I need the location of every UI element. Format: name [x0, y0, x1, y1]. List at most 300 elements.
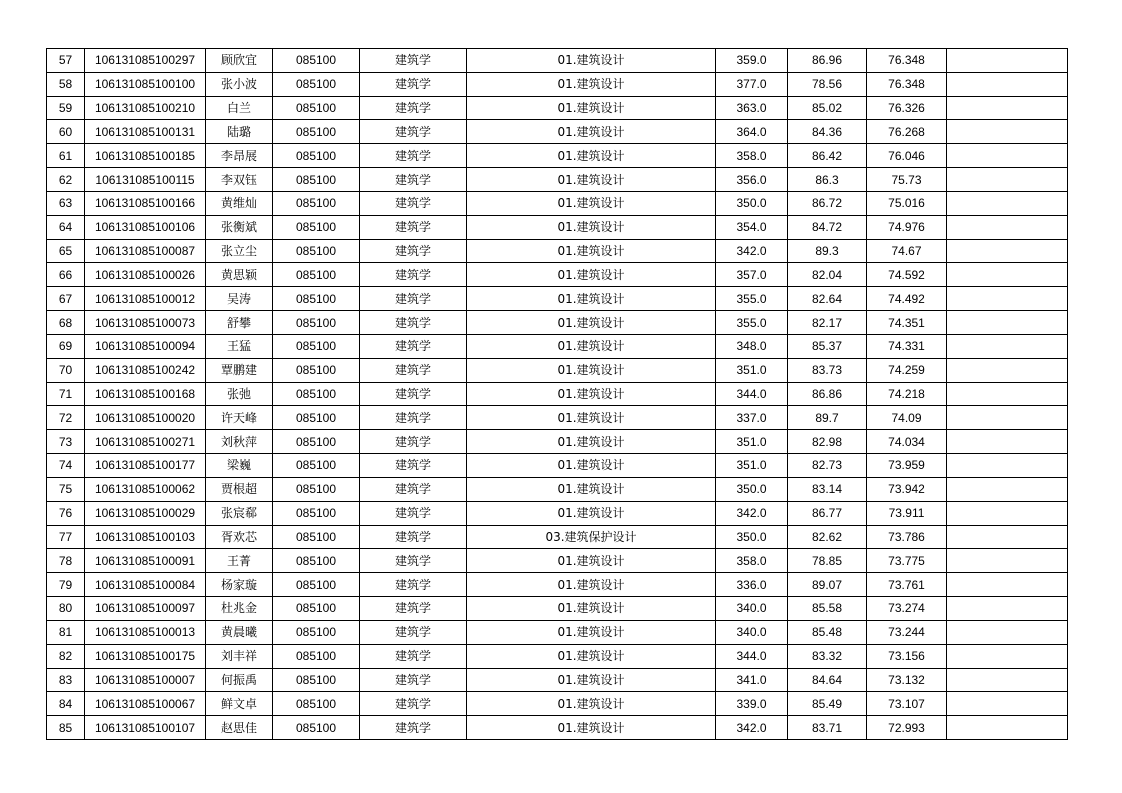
total-score-cell: 75.73 — [867, 168, 947, 192]
total-score-cell: 73.274 — [867, 597, 947, 621]
name-cell: 张立尘 — [206, 239, 273, 263]
total-score-cell: 76.326 — [867, 96, 947, 120]
name-cell: 刘丰祥 — [206, 644, 273, 668]
name-cell: 梁巍 — [206, 454, 273, 478]
initial-score-cell: 359.0 — [716, 49, 788, 73]
total-score-cell: 73.959 — [867, 454, 947, 478]
direction-cell: 01.建筑设计 — [467, 597, 716, 621]
exam-id-cell: 106131085100103 — [85, 525, 206, 549]
retest-score-cell: 85.02 — [788, 96, 867, 120]
table-row — [47, 168, 1068, 192]
major-code-cell: 085100 — [273, 501, 360, 525]
retest-score-cell: 82.04 — [788, 263, 867, 287]
direction-cell: 01.建筑设计 — [467, 620, 716, 644]
name-cell: 李昂展 — [206, 144, 273, 168]
initial-score-cell: 358.0 — [716, 549, 788, 573]
row-number-cell: 64 — [47, 215, 85, 239]
exam-id-cell: 106131085100020 — [85, 406, 206, 430]
row-number-cell: 67 — [47, 287, 85, 311]
total-score-cell: 74.67 — [867, 239, 947, 263]
row-number-cell: 62 — [47, 168, 85, 192]
row-number-cell: 57 — [47, 49, 85, 73]
name-cell: 陆璐 — [206, 120, 273, 144]
major-code-cell: 085100 — [273, 358, 360, 382]
row-number-cell: 83 — [47, 668, 85, 692]
retest-score-cell: 86.77 — [788, 501, 867, 525]
name-cell: 白兰 — [206, 96, 273, 120]
initial-score-cell: 348.0 — [716, 334, 788, 358]
table-row — [47, 525, 1068, 549]
total-score-cell: 74.09 — [867, 406, 947, 430]
row-number-cell: 70 — [47, 358, 85, 382]
major-name-cell: 建筑学 — [360, 239, 467, 263]
table-row — [47, 72, 1068, 96]
table-row — [47, 382, 1068, 406]
initial-score-cell: 357.0 — [716, 263, 788, 287]
major-code-cell: 085100 — [273, 215, 360, 239]
total-score-cell: 74.259 — [867, 358, 947, 382]
retest-score-cell: 84.36 — [788, 120, 867, 144]
remark-cell — [947, 239, 1068, 263]
initial-score-cell: 358.0 — [716, 144, 788, 168]
major-code-cell: 085100 — [273, 454, 360, 478]
row-number-cell: 79 — [47, 573, 85, 597]
exam-id-cell: 106131085100067 — [85, 692, 206, 716]
remark-cell — [947, 644, 1068, 668]
major-name-cell: 建筑学 — [360, 382, 467, 406]
exam-id-cell: 106131085100087 — [85, 239, 206, 263]
total-score-cell: 74.034 — [867, 430, 947, 454]
total-score-cell: 73.911 — [867, 501, 947, 525]
total-score-cell: 76.348 — [867, 49, 947, 73]
name-cell: 张衡斌 — [206, 215, 273, 239]
remark-cell — [947, 454, 1068, 478]
direction-cell: 01.建筑设计 — [467, 501, 716, 525]
remark-cell — [947, 49, 1068, 73]
major-name-cell: 建筑学 — [360, 311, 467, 335]
retest-score-cell: 82.64 — [788, 287, 867, 311]
major-code-cell: 085100 — [273, 382, 360, 406]
row-number-cell: 84 — [47, 692, 85, 716]
major-name-cell: 建筑学 — [360, 96, 467, 120]
table-row — [47, 120, 1068, 144]
table-row — [47, 716, 1068, 740]
major-name-cell: 建筑学 — [360, 525, 467, 549]
total-score-cell: 73.132 — [867, 668, 947, 692]
retest-score-cell: 83.32 — [788, 644, 867, 668]
remark-cell — [947, 573, 1068, 597]
initial-score-cell: 344.0 — [716, 382, 788, 406]
name-cell: 杜兆金 — [206, 597, 273, 621]
row-number-cell: 72 — [47, 406, 85, 430]
direction-cell: 01.建筑设计 — [467, 692, 716, 716]
initial-score-cell: 355.0 — [716, 287, 788, 311]
exam-id-cell: 106131085100097 — [85, 597, 206, 621]
table-row — [47, 239, 1068, 263]
row-number-cell: 82 — [47, 644, 85, 668]
major-code-cell: 085100 — [273, 72, 360, 96]
major-code-cell: 085100 — [273, 644, 360, 668]
initial-score-cell: 344.0 — [716, 644, 788, 668]
exam-id-cell: 106131085100013 — [85, 620, 206, 644]
exam-id-cell: 106131085100115 — [85, 168, 206, 192]
direction-cell: 01.建筑设计 — [467, 263, 716, 287]
name-cell: 杨家璇 — [206, 573, 273, 597]
direction-cell: 01.建筑设计 — [467, 72, 716, 96]
table-row — [47, 573, 1068, 597]
initial-score-cell: 354.0 — [716, 215, 788, 239]
remark-cell — [947, 168, 1068, 192]
table-body — [47, 49, 1068, 740]
row-number-cell: 81 — [47, 620, 85, 644]
total-score-cell: 74.331 — [867, 334, 947, 358]
major-name-cell: 建筑学 — [360, 406, 467, 430]
retest-score-cell: 89.3 — [788, 239, 867, 263]
direction-cell: 01.建筑设计 — [467, 668, 716, 692]
direction-cell: 01.建筑设计 — [467, 358, 716, 382]
major-code-cell: 085100 — [273, 239, 360, 263]
score-table — [46, 48, 1068, 740]
direction-cell: 01.建筑设计 — [467, 477, 716, 501]
major-code-cell: 085100 — [273, 549, 360, 573]
name-cell: 刘秋萍 — [206, 430, 273, 454]
name-cell: 李双钰 — [206, 168, 273, 192]
table-row — [47, 311, 1068, 335]
major-code-cell: 085100 — [273, 120, 360, 144]
remark-cell — [947, 215, 1068, 239]
direction-cell: 01.建筑设计 — [467, 573, 716, 597]
total-score-cell: 73.775 — [867, 549, 947, 573]
name-cell: 赵思佳 — [206, 716, 273, 740]
remark-cell — [947, 96, 1068, 120]
name-cell: 覃鹏建 — [206, 358, 273, 382]
direction-cell: 01.建筑设计 — [467, 406, 716, 430]
exam-id-cell: 106131085100091 — [85, 549, 206, 573]
retest-score-cell: 84.64 — [788, 668, 867, 692]
table-row — [47, 263, 1068, 287]
exam-id-cell: 106131085100271 — [85, 430, 206, 454]
major-code-cell: 085100 — [273, 191, 360, 215]
initial-score-cell: 342.0 — [716, 239, 788, 263]
major-code-cell: 085100 — [273, 96, 360, 120]
row-number-cell: 61 — [47, 144, 85, 168]
name-cell: 胥欢芯 — [206, 525, 273, 549]
exam-id-cell: 106131085100084 — [85, 573, 206, 597]
initial-score-cell: 340.0 — [716, 597, 788, 621]
major-name-cell: 建筑学 — [360, 597, 467, 621]
remark-cell — [947, 620, 1068, 644]
remark-cell — [947, 287, 1068, 311]
major-code-cell: 085100 — [273, 263, 360, 287]
exam-id-cell: 106131085100242 — [85, 358, 206, 382]
direction-cell: 01.建筑设计 — [467, 168, 716, 192]
major-code-cell: 085100 — [273, 334, 360, 358]
retest-score-cell: 82.98 — [788, 430, 867, 454]
exam-id-cell: 106131085100062 — [85, 477, 206, 501]
remark-cell — [947, 430, 1068, 454]
total-score-cell: 73.786 — [867, 525, 947, 549]
name-cell: 吴涛 — [206, 287, 273, 311]
retest-score-cell: 86.86 — [788, 382, 867, 406]
row-number-cell: 66 — [47, 263, 85, 287]
name-cell: 黄晨曦 — [206, 620, 273, 644]
remark-cell — [947, 668, 1068, 692]
initial-score-cell: 350.0 — [716, 477, 788, 501]
initial-score-cell: 364.0 — [716, 120, 788, 144]
exam-id-cell: 106131085100177 — [85, 454, 206, 478]
direction-cell: 01.建筑设计 — [467, 120, 716, 144]
row-number-cell: 74 — [47, 454, 85, 478]
retest-score-cell: 83.14 — [788, 477, 867, 501]
major-name-cell: 建筑学 — [360, 477, 467, 501]
exam-id-cell: 106131085100012 — [85, 287, 206, 311]
name-cell: 顾欣宜 — [206, 49, 273, 73]
major-name-cell: 建筑学 — [360, 72, 467, 96]
retest-score-cell: 84.72 — [788, 215, 867, 239]
retest-score-cell: 85.49 — [788, 692, 867, 716]
name-cell: 王菁 — [206, 549, 273, 573]
major-name-cell: 建筑学 — [360, 454, 467, 478]
major-code-cell: 085100 — [273, 406, 360, 430]
name-cell: 王猛 — [206, 334, 273, 358]
direction-cell: 01.建筑设计 — [467, 191, 716, 215]
row-number-cell: 85 — [47, 716, 85, 740]
remark-cell — [947, 263, 1068, 287]
exam-id-cell: 106131085100168 — [85, 382, 206, 406]
table-row — [47, 406, 1068, 430]
retest-score-cell: 78.85 — [788, 549, 867, 573]
retest-score-cell: 85.37 — [788, 334, 867, 358]
remark-cell — [947, 597, 1068, 621]
table-row — [47, 501, 1068, 525]
initial-score-cell: 363.0 — [716, 96, 788, 120]
exam-id-cell: 106131085100026 — [85, 263, 206, 287]
table-row — [47, 620, 1068, 644]
exam-id-cell: 106131085100007 — [85, 668, 206, 692]
retest-score-cell: 85.48 — [788, 620, 867, 644]
direction-cell: 01.建筑设计 — [467, 644, 716, 668]
remark-cell — [947, 311, 1068, 335]
remark-cell — [947, 144, 1068, 168]
table-row — [47, 668, 1068, 692]
direction-cell: 01.建筑设计 — [467, 96, 716, 120]
table-row — [47, 477, 1068, 501]
major-code-cell: 085100 — [273, 597, 360, 621]
direction-cell: 01.建筑设计 — [467, 430, 716, 454]
direction-cell: 01.建筑设计 — [467, 382, 716, 406]
total-score-cell: 73.244 — [867, 620, 947, 644]
major-name-cell: 建筑学 — [360, 334, 467, 358]
remark-cell — [947, 72, 1068, 96]
row-number-cell: 77 — [47, 525, 85, 549]
direction-cell: 01.建筑设计 — [467, 454, 716, 478]
table-row — [47, 96, 1068, 120]
initial-score-cell: 351.0 — [716, 430, 788, 454]
initial-score-cell: 350.0 — [716, 191, 788, 215]
retest-score-cell: 86.96 — [788, 49, 867, 73]
direction-cell: 01.建筑设计 — [467, 49, 716, 73]
row-number-cell: 65 — [47, 239, 85, 263]
table-row — [47, 692, 1068, 716]
major-name-cell: 建筑学 — [360, 358, 467, 382]
direction-cell: 01.建筑设计 — [467, 287, 716, 311]
name-cell: 张小波 — [206, 72, 273, 96]
remark-cell — [947, 716, 1068, 740]
major-name-cell: 建筑学 — [360, 49, 467, 73]
name-cell: 许天峰 — [206, 406, 273, 430]
major-name-cell: 建筑学 — [360, 287, 467, 311]
major-name-cell: 建筑学 — [360, 215, 467, 239]
retest-score-cell: 83.71 — [788, 716, 867, 740]
exam-id-cell: 106131085100100 — [85, 72, 206, 96]
table-row — [47, 430, 1068, 454]
major-code-cell: 085100 — [273, 287, 360, 311]
total-score-cell: 72.993 — [867, 716, 947, 740]
major-name-cell: 建筑学 — [360, 501, 467, 525]
major-name-cell: 建筑学 — [360, 549, 467, 573]
major-name-cell: 建筑学 — [360, 191, 467, 215]
total-score-cell: 76.348 — [867, 72, 947, 96]
exam-id-cell: 106131085100210 — [85, 96, 206, 120]
direction-cell: 01.建筑设计 — [467, 334, 716, 358]
initial-score-cell: 342.0 — [716, 716, 788, 740]
row-number-cell: 68 — [47, 311, 85, 335]
exam-id-cell: 106131085100297 — [85, 49, 206, 73]
row-number-cell: 69 — [47, 334, 85, 358]
retest-score-cell: 83.73 — [788, 358, 867, 382]
major-code-cell: 085100 — [273, 168, 360, 192]
row-number-cell: 71 — [47, 382, 85, 406]
exam-id-cell: 106131085100185 — [85, 144, 206, 168]
exam-id-cell: 106131085100175 — [85, 644, 206, 668]
name-cell: 张弛 — [206, 382, 273, 406]
initial-score-cell: 350.0 — [716, 525, 788, 549]
row-number-cell: 73 — [47, 430, 85, 454]
initial-score-cell: 377.0 — [716, 72, 788, 96]
row-number-cell: 76 — [47, 501, 85, 525]
remark-cell — [947, 382, 1068, 406]
retest-score-cell: 82.62 — [788, 525, 867, 549]
initial-score-cell: 356.0 — [716, 168, 788, 192]
total-score-cell: 74.976 — [867, 215, 947, 239]
major-code-cell: 085100 — [273, 692, 360, 716]
table-row — [47, 454, 1068, 478]
exam-id-cell: 106131085100131 — [85, 120, 206, 144]
retest-score-cell: 82.73 — [788, 454, 867, 478]
exam-id-cell: 106131085100107 — [85, 716, 206, 740]
name-cell: 黄思颖 — [206, 263, 273, 287]
direction-cell: 03.建筑保护设计 — [467, 525, 716, 549]
major-name-cell: 建筑学 — [360, 692, 467, 716]
table-row — [47, 215, 1068, 239]
remark-cell — [947, 334, 1068, 358]
major-name-cell: 建筑学 — [360, 668, 467, 692]
total-score-cell: 74.592 — [867, 263, 947, 287]
remark-cell — [947, 120, 1068, 144]
exam-id-cell: 106131085100094 — [85, 334, 206, 358]
major-name-cell: 建筑学 — [360, 620, 467, 644]
table-row — [47, 287, 1068, 311]
remark-cell — [947, 501, 1068, 525]
direction-cell: 01.建筑设计 — [467, 215, 716, 239]
table-row — [47, 549, 1068, 573]
exam-id-cell: 106131085100073 — [85, 311, 206, 335]
major-code-cell: 085100 — [273, 144, 360, 168]
retest-score-cell: 82.17 — [788, 311, 867, 335]
remark-cell — [947, 692, 1068, 716]
retest-score-cell: 86.42 — [788, 144, 867, 168]
initial-score-cell: 351.0 — [716, 454, 788, 478]
initial-score-cell: 340.0 — [716, 620, 788, 644]
total-score-cell: 74.351 — [867, 311, 947, 335]
major-name-cell: 建筑学 — [360, 120, 467, 144]
initial-score-cell: 355.0 — [716, 311, 788, 335]
exam-id-cell: 106131085100166 — [85, 191, 206, 215]
major-code-cell: 085100 — [273, 525, 360, 549]
table-row — [47, 49, 1068, 73]
major-name-cell: 建筑学 — [360, 644, 467, 668]
major-code-cell: 085100 — [273, 311, 360, 335]
table-row — [47, 191, 1068, 215]
row-number-cell: 58 — [47, 72, 85, 96]
major-name-cell: 建筑学 — [360, 144, 467, 168]
total-score-cell: 74.218 — [867, 382, 947, 406]
major-code-cell: 085100 — [273, 620, 360, 644]
major-code-cell: 085100 — [273, 477, 360, 501]
total-score-cell: 75.016 — [867, 191, 947, 215]
row-number-cell: 78 — [47, 549, 85, 573]
retest-score-cell: 85.58 — [788, 597, 867, 621]
initial-score-cell: 342.0 — [716, 501, 788, 525]
direction-cell: 01.建筑设计 — [467, 549, 716, 573]
direction-cell: 01.建筑设计 — [467, 716, 716, 740]
total-score-cell: 74.492 — [867, 287, 947, 311]
exam-id-cell: 106131085100106 — [85, 215, 206, 239]
table-row — [47, 597, 1068, 621]
initial-score-cell: 337.0 — [716, 406, 788, 430]
name-cell: 贾根超 — [206, 477, 273, 501]
initial-score-cell: 339.0 — [716, 692, 788, 716]
remark-cell — [947, 549, 1068, 573]
total-score-cell: 76.268 — [867, 120, 947, 144]
direction-cell: 01.建筑设计 — [467, 144, 716, 168]
row-number-cell: 59 — [47, 96, 85, 120]
major-name-cell: 建筑学 — [360, 716, 467, 740]
total-score-cell: 73.156 — [867, 644, 947, 668]
initial-score-cell: 341.0 — [716, 668, 788, 692]
total-score-cell: 73.107 — [867, 692, 947, 716]
row-number-cell: 60 — [47, 120, 85, 144]
remark-cell — [947, 358, 1068, 382]
initial-score-cell: 336.0 — [716, 573, 788, 597]
major-name-cell: 建筑学 — [360, 430, 467, 454]
remark-cell — [947, 191, 1068, 215]
major-code-cell: 085100 — [273, 573, 360, 597]
retest-score-cell: 89.07 — [788, 573, 867, 597]
table-row — [47, 144, 1068, 168]
remark-cell — [947, 406, 1068, 430]
retest-score-cell: 86.72 — [788, 191, 867, 215]
remark-cell — [947, 525, 1068, 549]
total-score-cell: 73.761 — [867, 573, 947, 597]
initial-score-cell: 351.0 — [716, 358, 788, 382]
remark-cell — [947, 477, 1068, 501]
table-row — [47, 334, 1068, 358]
row-number-cell: 75 — [47, 477, 85, 501]
major-code-cell: 085100 — [273, 430, 360, 454]
name-cell: 黄维灿 — [206, 191, 273, 215]
major-name-cell: 建筑学 — [360, 573, 467, 597]
